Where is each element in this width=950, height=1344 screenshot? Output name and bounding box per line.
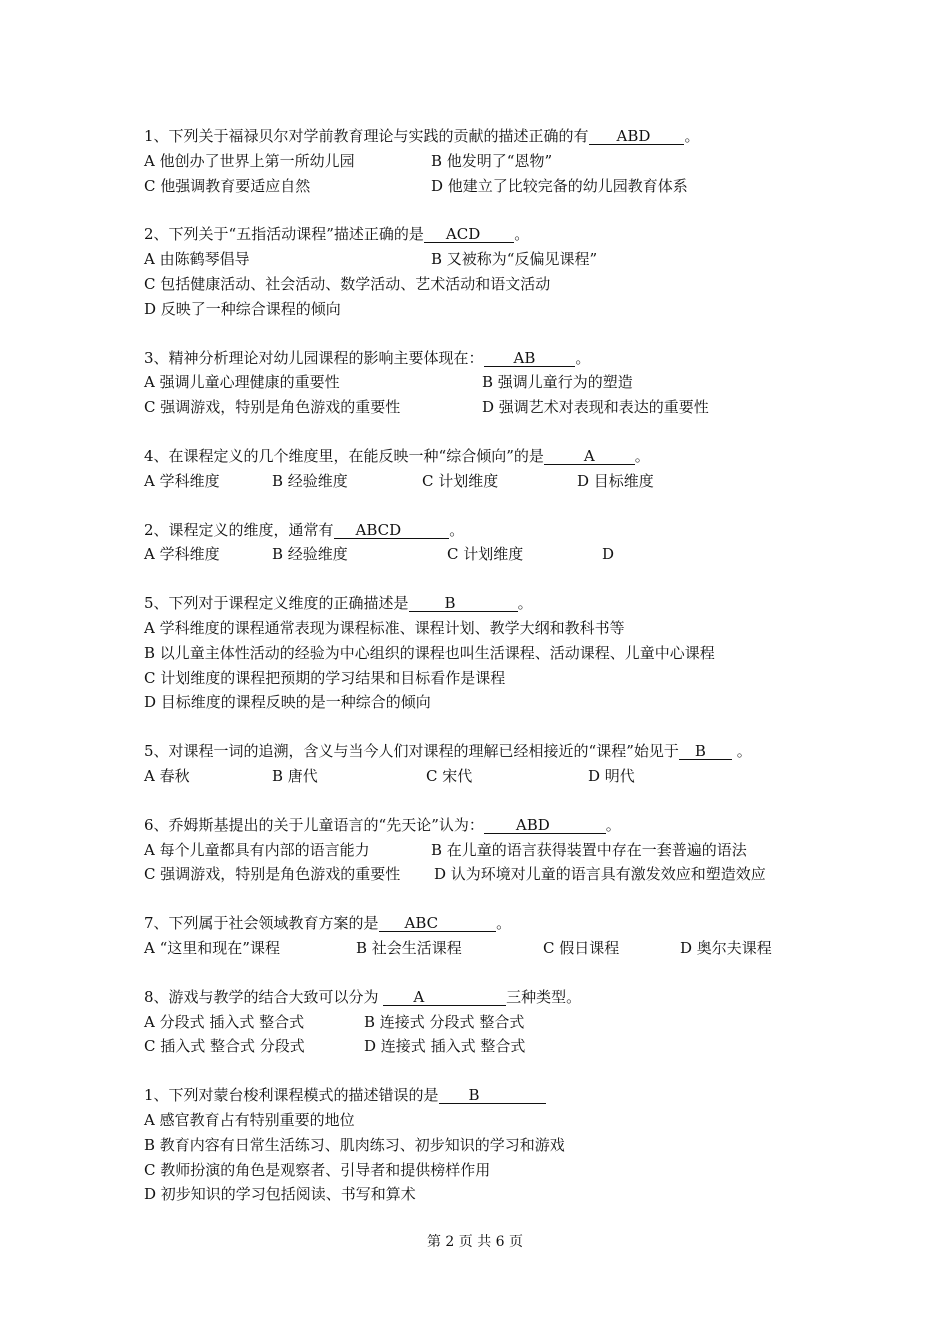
answer-option: D 目标维度的课程反映的是一种综合的倾向 bbox=[144, 693, 431, 712]
options-row bbox=[144, 247, 834, 272]
stem-suffix: 。 bbox=[731, 742, 752, 761]
options-row bbox=[144, 1108, 834, 1133]
answer-option: D 反映了一种综合课程的倾向 bbox=[144, 299, 341, 318]
stem-suffix: 。 bbox=[449, 520, 465, 539]
answer-option: C 教师扮演的角色是观察者、引导者和提供榜样作用 bbox=[144, 1160, 491, 1179]
answer-option: D bbox=[602, 545, 615, 564]
question-stem bbox=[144, 591, 834, 616]
answer-option: A 学科维度 bbox=[144, 471, 220, 490]
answer-option: D 连接式 插入式 整合式 bbox=[364, 1037, 526, 1056]
answer-option: A 学科维度 bbox=[144, 545, 220, 564]
options-row bbox=[144, 690, 834, 715]
options-row bbox=[144, 149, 834, 174]
answer-blank: B bbox=[409, 595, 518, 612]
question-block bbox=[144, 911, 834, 961]
page-footer: 第 2 页 共 6 页 bbox=[426, 1234, 524, 1250]
question-stem bbox=[144, 346, 834, 371]
answer-option: C 插入式 整合式 分段式 bbox=[144, 1037, 305, 1056]
answer-option: C 假日课程 bbox=[543, 938, 620, 957]
options-row bbox=[144, 764, 834, 789]
options-row bbox=[144, 641, 834, 666]
question-stem bbox=[144, 911, 834, 936]
options-row bbox=[144, 469, 834, 494]
answer-option: B 社会生活课程 bbox=[356, 938, 462, 957]
options-row bbox=[144, 370, 834, 395]
options-row bbox=[144, 666, 834, 691]
question-block bbox=[144, 222, 834, 321]
answer-option: C 包括健康活动、社会活动、数学活动、艺术活动和语文活动 bbox=[144, 274, 551, 293]
question-stem bbox=[144, 124, 834, 149]
question-text: 5、对课程一词的追溯，含义与当今人们对课程的理解已经相接近的“课程”始见于 bbox=[144, 742, 679, 761]
answer-option: D 奥尔夫课程 bbox=[680, 938, 772, 957]
answer-option: A “这里和现在”课程 bbox=[144, 938, 280, 957]
answer-option: C 计划维度的课程把预期的学习结果和目标看作是课程 bbox=[144, 668, 506, 687]
answer-option: B 以儿童主体性活动的经验为中心组织的课程也叫生活课程、活动课程、儿童中心课程 bbox=[144, 643, 715, 662]
answer-option: B 唐代 bbox=[272, 766, 318, 785]
question-stem bbox=[144, 518, 834, 543]
stem-suffix: 三种类型。 bbox=[506, 987, 582, 1006]
question-block bbox=[144, 591, 834, 715]
question-text: 3、精神分析理论对幼儿园课程的影响主要体现在： bbox=[144, 348, 484, 367]
question-block bbox=[144, 985, 834, 1059]
question-text: 5、下列对于课程定义维度的正确描述是 bbox=[144, 594, 409, 613]
question-text: 2、课程定义的维度，通常有 bbox=[144, 520, 334, 539]
question-block bbox=[144, 739, 834, 789]
answer-option: B 又被称为“反偏见课程” bbox=[431, 250, 598, 269]
answer-option: C 他强调教育要适应自然 bbox=[144, 176, 311, 195]
answer-blank: ABD bbox=[484, 817, 606, 834]
question-block bbox=[144, 518, 834, 568]
options-row bbox=[144, 1158, 834, 1183]
options-row bbox=[144, 1010, 834, 1035]
answer-blank: ACD bbox=[424, 226, 514, 243]
options-row bbox=[144, 838, 834, 863]
answer-blank: B bbox=[439, 1087, 546, 1104]
answer-option: A 由陈鹤琴倡导 bbox=[144, 250, 250, 269]
question-stem bbox=[144, 1083, 834, 1108]
answer-blank: B bbox=[679, 743, 732, 760]
answer-option: A 感官教育占有特别重要的地位 bbox=[144, 1110, 355, 1129]
question-stem bbox=[144, 985, 834, 1010]
question-text: 1、下列关于福禄贝尔对学前教育理论与实践的贡献的描述正确的有 bbox=[144, 127, 589, 145]
options-row bbox=[144, 936, 834, 961]
answer-option: B 在儿童的语言获得装置中存在一套普遍的语法 bbox=[431, 840, 747, 859]
answer-option: D 他建立了比较完备的幼儿园教育体系 bbox=[431, 176, 688, 195]
question-text: 1、下列对蒙台梭利课程模式的描述错误的是 bbox=[144, 1086, 439, 1105]
options-row bbox=[144, 1034, 834, 1059]
answer-option: C 强调游戏，特别是角色游戏的重要性 bbox=[144, 865, 401, 884]
options-row bbox=[144, 542, 834, 567]
question-stem bbox=[144, 222, 834, 247]
question-text: 6、乔姆斯基提出的关于儿童语言的“先天论”认为： bbox=[144, 815, 484, 834]
question-list bbox=[144, 124, 834, 1231]
question-block bbox=[144, 346, 834, 420]
stem-suffix: 。 bbox=[605, 815, 621, 834]
answer-option: D 目标维度 bbox=[577, 471, 654, 490]
answer-option: B 他发明了“恩物” bbox=[431, 151, 553, 170]
stem-suffix: 。 bbox=[496, 914, 512, 933]
question-text: 7、下列属于社会领域教育方案的是 bbox=[144, 914, 379, 933]
options-row bbox=[144, 616, 834, 641]
question-block bbox=[144, 124, 834, 198]
question-block bbox=[144, 444, 834, 494]
question-block bbox=[144, 813, 834, 887]
answer-option: B 教育内容有日常生活练习、肌肉练习、初步知识的学习和游戏 bbox=[144, 1135, 565, 1154]
options-row bbox=[144, 272, 834, 297]
answer-option: B 强调儿童行为的塑造 bbox=[482, 373, 633, 392]
answer-option: A 学科维度的课程通常表现为课程标准、课程计划、教学大纲和教科书等 bbox=[144, 618, 625, 637]
question-stem bbox=[144, 813, 834, 838]
answer-option: A 春秋 bbox=[144, 766, 190, 785]
answer-blank: ABD bbox=[589, 128, 685, 145]
answer-option: C 计划维度 bbox=[422, 471, 499, 490]
options-row bbox=[144, 1133, 834, 1158]
answer-option: A 每个儿童都具有内部的语言能力 bbox=[144, 840, 370, 859]
answer-option: D 初步知识的学习包括阅读、书写和算术 bbox=[144, 1185, 416, 1204]
answer-blank: A bbox=[544, 448, 635, 465]
answer-option: B 连接式 分段式 整合式 bbox=[364, 1012, 525, 1031]
answer-option: B 经验维度 bbox=[272, 545, 348, 564]
question-text: 8、游戏与教学的结合大致可以分为 bbox=[144, 987, 384, 1006]
options-row bbox=[144, 862, 834, 887]
answer-option: B 经验维度 bbox=[272, 471, 348, 490]
answer-option: C 计划维度 bbox=[447, 545, 524, 564]
answer-option: A 他创办了世界上第一所幼儿园 bbox=[144, 151, 355, 170]
answer-blank: ABCD bbox=[334, 522, 450, 539]
answer-option: C 宋代 bbox=[426, 766, 473, 785]
answer-option: C 强调游戏，特别是角色游戏的重要性 bbox=[144, 398, 401, 417]
answer-option: D 认为环境对儿童的语言具有激发效应和塑造效应 bbox=[434, 865, 766, 884]
stem-suffix: 。 bbox=[517, 594, 533, 613]
options-row bbox=[144, 1182, 834, 1207]
options-row bbox=[144, 395, 834, 420]
question-stem bbox=[144, 444, 834, 469]
answer-option: D 强调艺术对表现和表达的重要性 bbox=[482, 398, 709, 417]
answer-blank: AB bbox=[484, 350, 576, 367]
answer-blank: A bbox=[383, 989, 506, 1006]
question-stem bbox=[144, 739, 834, 764]
answer-option: D 明代 bbox=[588, 766, 635, 785]
answer-option: A 强调儿童心理健康的重要性 bbox=[144, 373, 340, 392]
options-row bbox=[144, 174, 834, 199]
answer-blank: ABC bbox=[379, 915, 497, 932]
stem-suffix: 。 bbox=[684, 127, 700, 145]
question-text: 4、在课程定义的几个维度里，在能反映一种“综合倾向”的是 bbox=[144, 446, 544, 465]
stem-suffix: 。 bbox=[575, 348, 591, 367]
options-row bbox=[144, 297, 834, 322]
stem-suffix: 。 bbox=[634, 446, 650, 465]
answer-option: A 分段式 插入式 整合式 bbox=[144, 1012, 305, 1031]
stem-suffix: 。 bbox=[514, 225, 530, 244]
question-text: 2、下列关于“五指活动课程”描述正确的是 bbox=[144, 225, 424, 244]
question-block bbox=[144, 1083, 834, 1207]
